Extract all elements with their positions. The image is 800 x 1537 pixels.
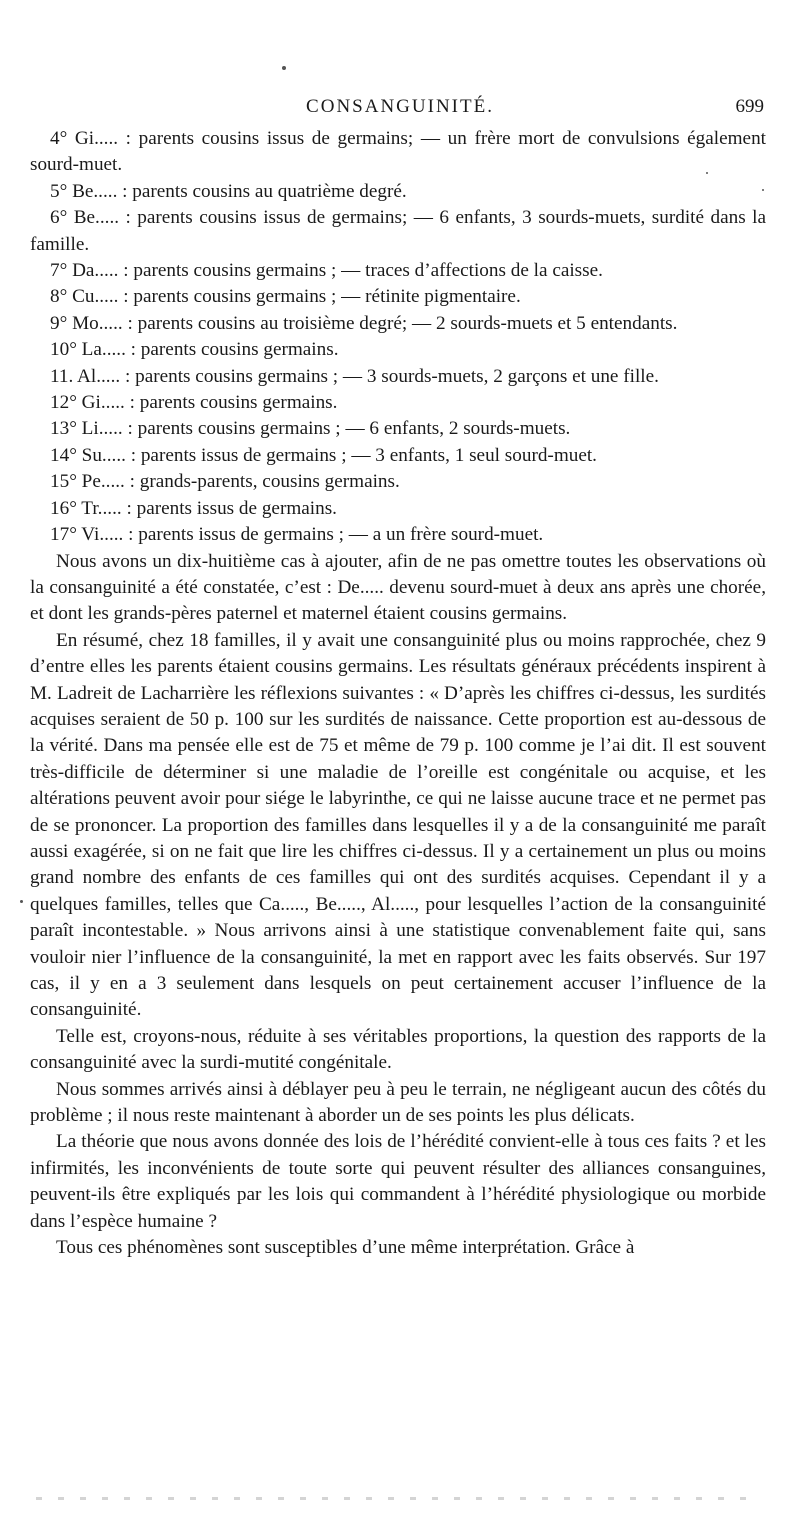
body-paragraph: Nous avons un dix-huitième cas à ajouter, afin de ne pas omettre toutes les observations où la consanguinité a été constatée, c’est : De..... devenu sourd-muet à deux ans après une chorée, et dont les grands-pères paternel et maternel étaient cousins germains. bbox=[30, 550, 766, 625]
case-entry: 9° Mo..... : parents cousins au troisième degré; — 2 sourds-muets et 5 entendants. bbox=[50, 312, 678, 334]
case-entry: 11. Al..... : parents cousins germains ; — 3 sourds-muets, 2 garçons et une fille. bbox=[50, 365, 659, 387]
body-paragraph: Telle est, croyons-nous, réduite à ses véritables proportions, la question des rapports de la consanguinité avec la surdi-mutité congénitale. bbox=[30, 1025, 766, 1074]
running-title: CONSANGUINITÉ. bbox=[306, 96, 494, 117]
final-line: Tous ces phénomènes sont susceptibles d’une même interprétation. Grâce à bbox=[56, 1237, 635, 1259]
case-entry: 4° Gi..... : parents cousins issus de germains; — un frère mort de convulsions également sourd-muet. bbox=[30, 128, 766, 176]
case-entry: 6° Be..... : parents cousins issus de germains; — 6 enfants, 3 sourds-muets, surdité dans la famille. bbox=[30, 207, 766, 255]
case-entry: 8° Cu..... : parents cousins germains ; — rétinite pigmentaire. bbox=[50, 286, 521, 308]
body-paragraph: En résumé, chez 18 familles, il y avait une consanguinité plus ou moins rapprochée, chez 9 d’entre elles les parents étaient cousins germains. Les résultats généraux précédents inspirent à M. Ladreit de Lacharrière les réflexions suivantes : « D’après les chiffres ci-dessus, les surdités acquises seraient de 50 p. 100 sur les surdités de naissance. Cette proportion est au-dessous de la vérité. Dans ma pensée elle est de 75 et même de 79 p. 100 comme je l’ai dit. Il est souvent très-difficile de déterminer si une maladie de l’oreille est congénitale ou acquise, et les altérations peuvent avoir pour siége le labyrinthe, ce qui ne laisse aucune trace et ne permet pas de se prononcer. La proportion des familles dans lesquelles il y a de la consanguinité me paraît aussi exagérée, si on ne fait que lire les chiffres ci-dessus. Il y a certainement un plus ou moins grand nombre des enfants de ces familles qui ont des surdités acquises. Cependant il y a quelques familles, telles que Ca....., Be....., Al....., pour lesquelles l’action de la consanguinité paraît incontestable. » Nous arrivons ainsi à une statistique convenablement faite qui, sans vouloir nier l’influence de la consanguinité, la met en rapport avec les faits observés. Sur 197 cas, il y en a 3 seulement dans lesquels on peut certainement accuser l’influence de la consanguinité. bbox=[30, 629, 766, 1021]
case-entry: 13° Li..... : parents cousins germains ; — 6 enfants, 2 sourds-muets. bbox=[50, 418, 571, 440]
page-body bbox=[30, 126, 766, 1261]
case-entry: 7° Da..... : parents cousins germains ; — traces d’affections de la caisse. bbox=[50, 260, 603, 282]
case-entry: 14° Su..... : parents issus de germains ; — 3 enfants, 1 seul sourd-muet. bbox=[50, 444, 597, 466]
running-head bbox=[30, 96, 770, 122]
case-entry: 15° Pe..... : grands-parents, cousins germains. bbox=[50, 471, 400, 493]
page-number: 699 bbox=[735, 96, 764, 117]
body-paragraph: La théorie que nous avons donnée des lois de l’hérédité convient-elle à tous ces faits ? et les infirmités, les inconvénients de toute sorte qui peuvent résulter des alliances consanguines, peuvent-ils être expliqués par les lois qui commandent à l’hérédité physiologique ou morbide dans l’espèce humaine ? bbox=[30, 1131, 766, 1232]
case-entry: 16° Tr..... : parents issus de germains. bbox=[50, 497, 337, 519]
scan-noise-line bbox=[36, 1497, 762, 1500]
ink-speck bbox=[282, 66, 286, 70]
body-paragraph: Nous sommes arrivés ainsi à déblayer peu à peu le terrain, ne négligeant aucun des côtés du problème ; il nous reste maintenant à aborder un de ses points les plus délicats. bbox=[30, 1078, 766, 1127]
case-entry: 10° La..... : parents cousins germains. bbox=[50, 339, 339, 361]
case-entry: 5° Be..... : parents cousins au quatrième degré. bbox=[50, 180, 407, 202]
ink-speck bbox=[20, 900, 23, 903]
case-entry: 12° Gi..... : parents cousins germains. bbox=[50, 392, 338, 414]
case-entry: 17° Vi..... : parents issus de germains ; — a un frère sourd-muet. bbox=[50, 524, 544, 546]
